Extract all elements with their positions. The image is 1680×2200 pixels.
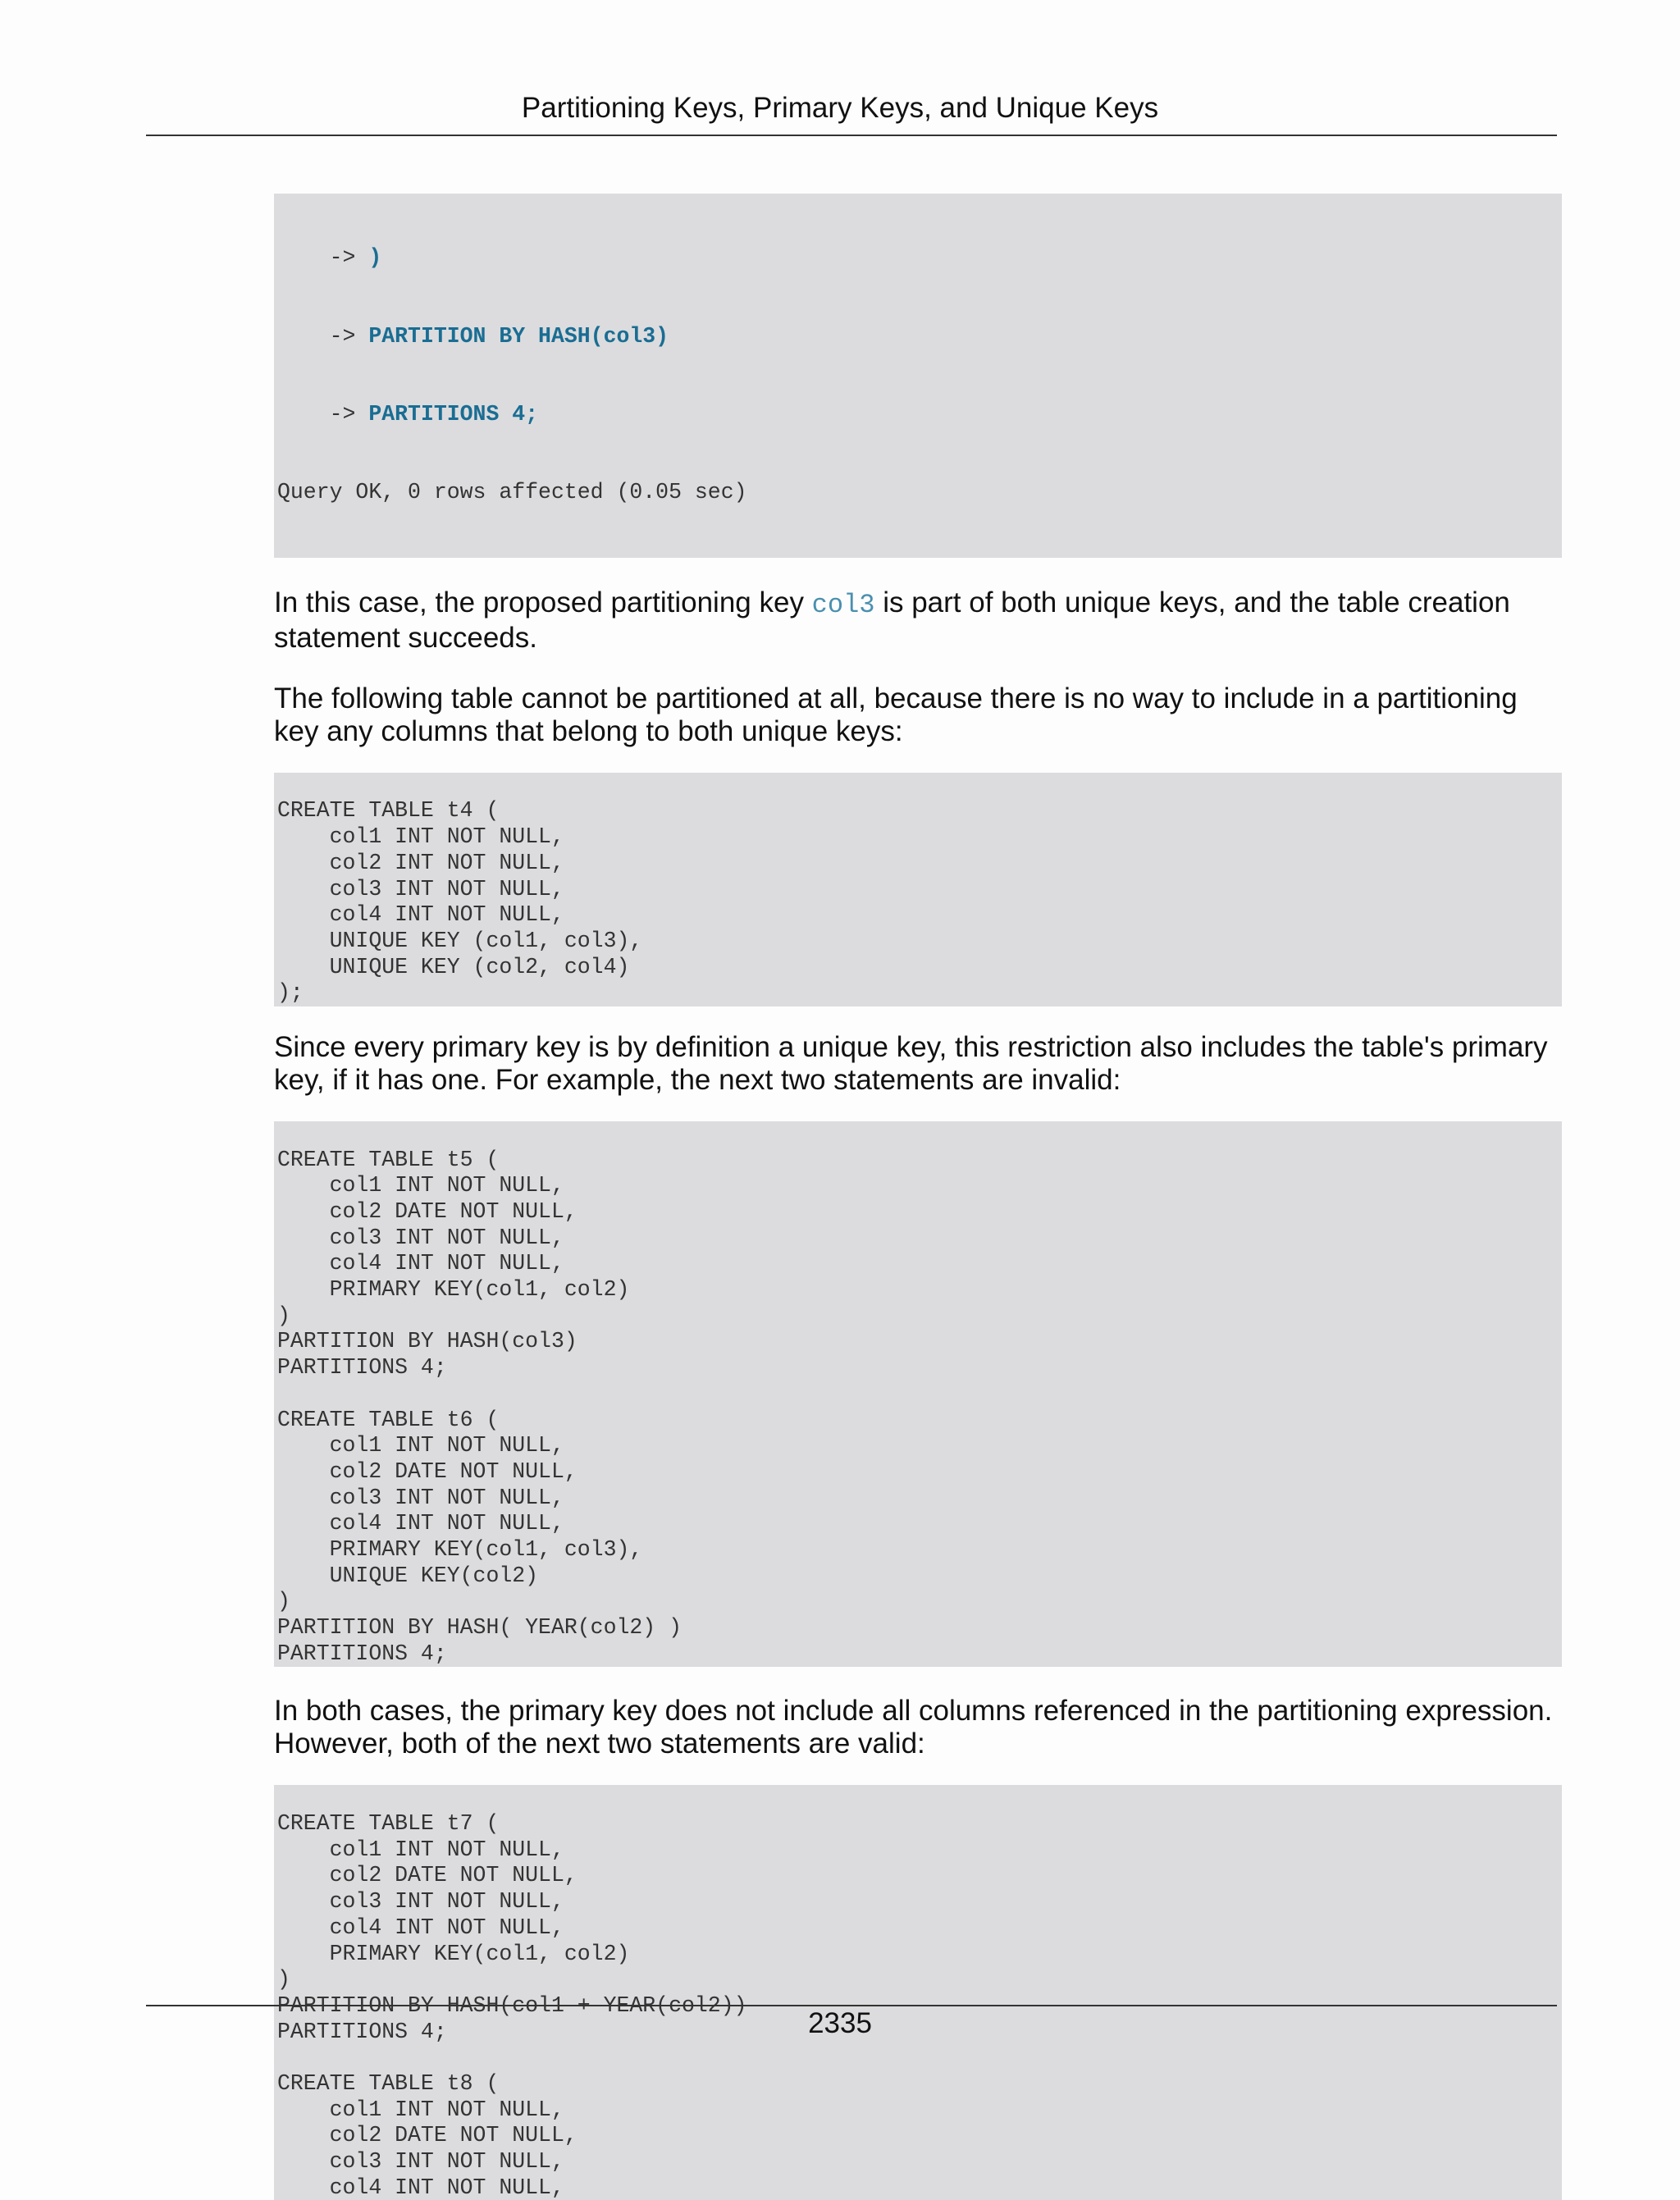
page-header-title: Partitioning Keys, Primary Keys, and Unique Keys <box>521 92 1159 124</box>
header-rule <box>146 135 1557 136</box>
code-line: col2 DATE NOT NULL, <box>277 1458 578 1484</box>
code-line: CREATE TABLE t5 ( <box>277 1147 500 1172</box>
code-line: ); <box>277 980 304 1006</box>
code-line: col4 INT NOT NULL, <box>277 2175 564 2200</box>
code-line: -> ) <box>277 245 382 271</box>
code-line: CREATE TABLE t4 ( <box>277 798 500 824</box>
code-line <box>277 1381 1559 1408</box>
code-line: PARTITIONS 4; <box>277 2019 447 2044</box>
code-line: col2 DATE NOT NULL, <box>277 2123 578 2148</box>
code-line: ) <box>277 1967 290 1992</box>
code-line: col2 DATE NOT NULL, <box>277 1199 578 1225</box>
code-line <box>277 773 1559 799</box>
code-line: col2 DATE NOT NULL, <box>277 1863 578 1888</box>
code-line: PRIMARY KEY(col1, col2) <box>277 1941 630 1966</box>
code-line: PRIMARY KEY(col1, col3), <box>277 1536 643 1562</box>
code-line: CREATE TABLE t8 ( <box>277 2070 500 2096</box>
page-content <box>274 194 1562 2200</box>
code-line: col2 INT NOT NULL, <box>277 850 564 875</box>
code-block-1 <box>274 194 1562 558</box>
paragraph-4: In both cases, the primary key does not include all columns referenced in the partitioning expression. However, both of the next two statements are valid: <box>274 1695 1553 1760</box>
code-line: col4 INT NOT NULL, <box>277 1915 564 1940</box>
code-line: PARTITIONS 4; <box>277 1641 447 1666</box>
code-line: ) <box>277 1589 290 1614</box>
code-line: CREATE TABLE t6 ( <box>277 1407 500 1432</box>
code-line: UNIQUE KEY (col1, col3), <box>277 928 643 953</box>
code-line: PARTITIONS 4; <box>277 1355 447 1381</box>
code-line: col3 INT NOT NULL, <box>277 1225 564 1250</box>
code-line: col3 INT NOT NULL, <box>277 1889 564 1915</box>
code-line: col1 INT NOT NULL, <box>277 1433 564 1458</box>
code-line: -> PARTITION BY HASH(col3) <box>277 323 669 349</box>
code-line: PARTITION BY HASH(col1 + YEAR(col2)) <box>277 1992 747 2018</box>
code-line: UNIQUE KEY(col2) <box>277 1563 539 1588</box>
code-line: CREATE TABLE t7 ( <box>277 1811 500 1837</box>
code-line <box>277 2045 1559 2071</box>
code-block-3 <box>274 1121 1562 1667</box>
code-block-4 <box>274 1785 1562 2200</box>
page-number: 2335 <box>808 2007 872 2039</box>
code-line: PARTITION BY HASH(col3) <box>277 1329 578 1354</box>
code-line: PRIMARY KEY(col1, col2) <box>277 1277 630 1303</box>
inline-code-col3: col3 <box>811 589 875 620</box>
code-line: PARTITION BY HASH( YEAR(col2) ) <box>277 1615 682 1641</box>
code-line <box>277 1785 1559 1811</box>
paragraph-1: In this case, the proposed partitioning key col3 is part of both unique keys, and the table creation statement succeeds. <box>274 586 1510 654</box>
code-line: col1 INT NOT NULL, <box>277 824 564 850</box>
paragraph-3: Since every primary key is by definition a unique key, this restriction also includes the table's primary key, if it has one. For example, the next two statements are invalid: <box>274 1030 1548 1096</box>
code-line: col1 INT NOT NULL, <box>277 2097 564 2122</box>
code-line: -> PARTITIONS 4; <box>277 401 539 427</box>
code-line: ) <box>277 1303 290 1328</box>
code-line: UNIQUE KEY (col2, col4) <box>277 954 630 979</box>
code-line: col3 INT NOT NULL, <box>277 2149 564 2175</box>
code-block-2 <box>274 773 1562 1006</box>
code-line: col1 INT NOT NULL, <box>277 1173 564 1198</box>
paragraph-2: The following table cannot be partitioned at all, because there is no way to include in a partitioning key any columns that belong to both unique keys: <box>274 682 1518 747</box>
code-line: col4 INT NOT NULL, <box>277 902 564 928</box>
code-line: col4 INT NOT NULL, <box>277 1511 564 1536</box>
code-line: col3 INT NOT NULL, <box>277 1485 564 1510</box>
code-line: col4 INT NOT NULL, <box>277 1251 564 1276</box>
code-line: col1 INT NOT NULL, <box>277 1837 564 1862</box>
code-line: col3 INT NOT NULL, <box>277 876 564 901</box>
code-line <box>277 1121 1559 1148</box>
code-result-line: Query OK, 0 rows affected (0.05 sec) <box>277 479 747 504</box>
